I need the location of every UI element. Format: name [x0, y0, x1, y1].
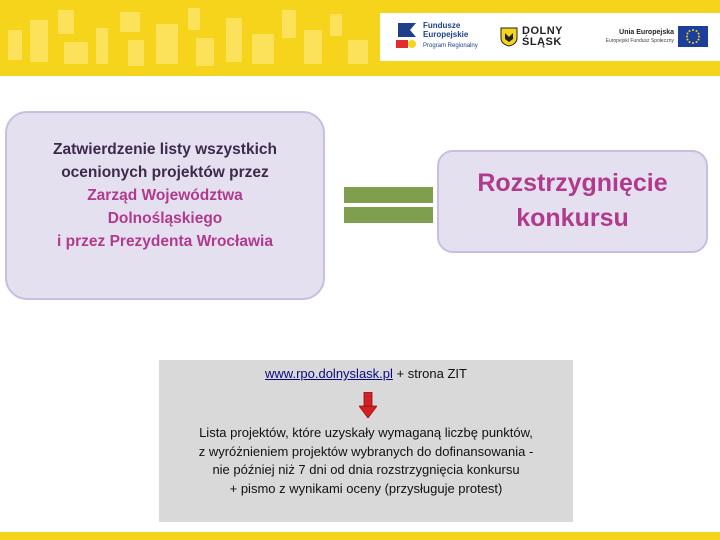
banner-block	[128, 40, 144, 66]
unia-europejska-wordmark: Unia Europejska	[619, 29, 674, 36]
equals-connector-top	[344, 187, 433, 203]
info-source-line	[159, 366, 573, 381]
efs-caption: Europejski Fundusz Społeczny	[605, 38, 674, 44]
info-line: + pismo z wynikami oceny (przysługuje protest)	[229, 480, 503, 496]
banner-block	[252, 34, 274, 64]
banner-block	[226, 18, 242, 62]
banner-block	[282, 10, 296, 38]
approval-text	[5, 138, 325, 253]
rpo-website-link[interactable]: www.rpo.dolnyslask.pl	[265, 366, 393, 381]
equals-connector-bottom	[344, 207, 433, 223]
fundusze-europejskie-wordmark: Fundusze Europejskie	[423, 21, 469, 39]
info-description	[159, 424, 573, 498]
result-line: konkursu	[516, 204, 629, 232]
banner-block	[156, 24, 178, 64]
info-source-suffix: + strona ZIT	[392, 366, 467, 381]
approval-line: Zarząd Województwa	[87, 187, 243, 204]
result-line: Rozstrzygnięcie	[477, 169, 668, 197]
dolny-slask-wordmark: DOLNY ŚLĄSK	[522, 25, 563, 48]
approval-line: ocenionych projektów przez	[61, 164, 269, 181]
banner-block	[96, 28, 108, 64]
banner-block	[196, 38, 214, 66]
info-line: Lista projektów, które uzyskały wymaganą liczbę punktów,	[199, 425, 533, 440]
program-regionalny-caption: Program Regionalny	[423, 43, 478, 49]
fundusze-europejskie-logo	[394, 20, 420, 50]
banner-block	[30, 20, 48, 62]
info-line: nie później niż 7 dni od dnia rozstrzygnięcia konkursu	[212, 462, 520, 477]
banner-block	[120, 12, 140, 32]
approval-line: i przez Prezydenta Wrocławia	[57, 233, 273, 250]
approval-line: Zatwierdzenie listy wszystkich	[53, 141, 277, 158]
banner-block	[330, 14, 342, 36]
down-arrow-icon	[359, 392, 377, 418]
footer-strip	[0, 532, 720, 540]
result-text	[437, 166, 708, 236]
approval-line: Dolnośląskiego	[107, 210, 223, 227]
dolny-slask-shield-icon	[500, 27, 518, 47]
banner-block	[304, 30, 322, 64]
eu-flag-icon	[678, 26, 708, 47]
banner-block	[8, 30, 22, 60]
banner-block	[64, 42, 88, 64]
banner-block	[188, 8, 200, 30]
banner-block	[58, 10, 74, 34]
info-line: z wyróżnieniem projektów wybranych do dofinansowania -	[198, 443, 534, 459]
banner-block	[348, 40, 368, 64]
